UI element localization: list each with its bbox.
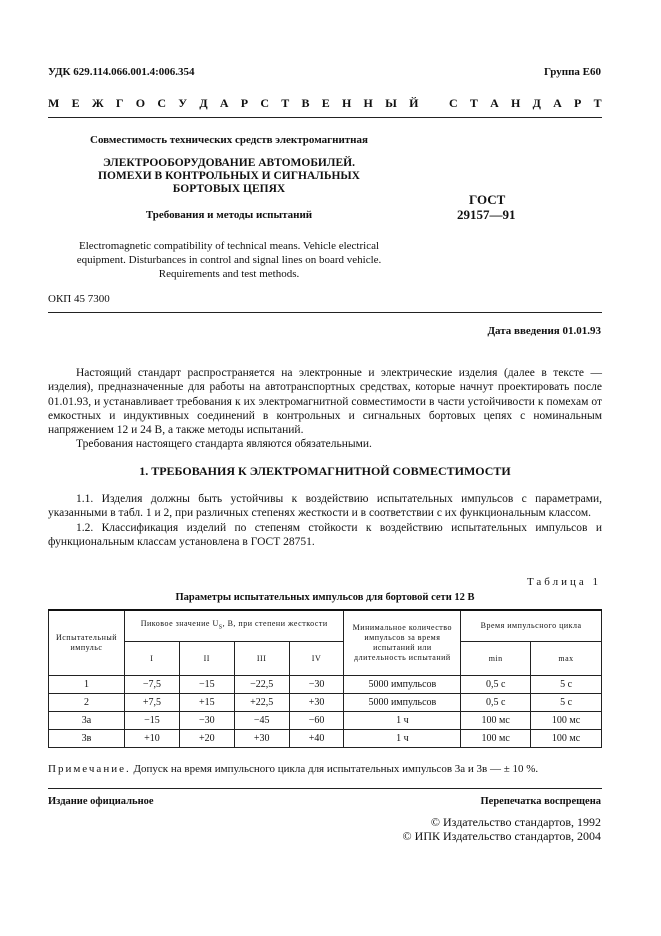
banner-letter: В [301, 96, 310, 110]
table-cell: 5 с [531, 694, 602, 712]
header-cycle-min: min [461, 642, 531, 676]
gost-designation [457, 192, 516, 222]
header-peak-sub: S [218, 624, 223, 631]
banner-rule [48, 117, 602, 118]
intro-paragraph: Настоящий стандарт распространяется на электронные и электрические изделия (далее в тексте — изделия), предназначенные для работы на автотранспортных средствах, которые начнут проектировать после 01.01.93, и устанавливает требования к их электромагнитной совместимости в части устойчивости к помехам от емкостных и индуктивных соединений в контрольных и сигнальных бортовых цепях с номинальным напряжением 12 и 24 В, а также методы испытаний. [48, 367, 602, 437]
table-caption: Параметры испытательных импульсов для бортовой сети 12 В [175, 592, 475, 603]
english-title [64, 239, 394, 281]
banner-letter [431, 96, 437, 111]
header-level: II [179, 642, 234, 676]
table-row [49, 676, 602, 694]
table-cell: 5000 импульсов [344, 694, 461, 712]
header-level: I [124, 642, 179, 676]
banner-letter: Т [469, 96, 478, 110]
standard-banner [48, 96, 602, 111]
header-peak [124, 610, 344, 642]
english-line: equipment. Disturbances in control and signal lines on board vehicle. [76, 254, 382, 266]
copyright-block [403, 815, 601, 843]
header-level: IV [289, 642, 344, 676]
reprint-notice: Перепечатка воспрещена [480, 796, 601, 807]
banner-letter: Т [281, 96, 290, 110]
table-cell: +20 [179, 730, 234, 748]
table-cell: 100 мс [461, 712, 531, 730]
section-body [48, 492, 602, 549]
table-cell: −60 [289, 712, 344, 730]
table-cell: +15 [179, 694, 234, 712]
title-line: БОРТОВЫХ ЦЕПЯХ [172, 183, 286, 195]
okp-rule [48, 312, 602, 313]
banner-letter: М [48, 96, 60, 110]
table-cell: +10 [124, 730, 179, 748]
banner-letter: О [135, 96, 146, 110]
table-row [49, 730, 602, 748]
footer-rule [48, 788, 602, 789]
banner-letter: С [260, 96, 269, 110]
table-cell: −30 [289, 676, 344, 694]
english-line: Electromagnetic compatibility of technical means. Vehicle electrical [78, 240, 380, 252]
banner-letter: Д [199, 96, 208, 110]
banner-letter: С [157, 96, 167, 110]
table-cell: 1 ч [344, 712, 461, 730]
header-level: III [234, 642, 289, 676]
banner-letter: Р [574, 96, 582, 110]
table-cell: +7,5 [124, 694, 179, 712]
banner-letter: Н [341, 96, 352, 110]
clause-paragraph: 1.2. Классификация изделий по степеням стойкости к воздействию испытательных импульсов и функциональным классам установлена в ГОСТ 28751. [48, 521, 602, 548]
table-cell: −30 [179, 712, 234, 730]
header-cycle: Время импульсного цикла [461, 610, 602, 642]
okp-code: ОКП 45 7300 [48, 293, 110, 305]
banner-letter: Т [593, 96, 602, 110]
clause-paragraph: 1.1. Изделия должны быть устойчивы к воздействию испытательных импульсов с параметрами, указанными в табл. 1 и 2, при различных степенях жесткости и в соответствии с их функциональным классом. [48, 493, 602, 520]
banner-letter: Д [532, 96, 541, 110]
banner-letter: Г [115, 96, 124, 110]
banner-letter: А [490, 96, 499, 110]
table-cell: −22,5 [234, 676, 289, 694]
udk-code: УДК 629.114.066.001.4:006.354 [48, 66, 195, 78]
table-cell: +40 [289, 730, 344, 748]
banner-letter: С [448, 96, 458, 110]
table-cell: +22,5 [234, 694, 289, 712]
banner-letter: Ж [91, 96, 104, 110]
english-line: Requirements and test methods. [158, 268, 300, 280]
table-cell: 100 мс [531, 712, 602, 730]
table-cell: 0,5 с [461, 676, 531, 694]
table-cell: −15 [179, 676, 234, 694]
table-cell: 1 [49, 676, 125, 694]
table-cell: −45 [234, 712, 289, 730]
header-peak-b: , В, при степени жесткости [222, 619, 328, 629]
table-cell: 3в [49, 730, 125, 748]
gost-number: 29157—91 [457, 207, 516, 222]
title-line: ЭЛЕКТРООБОРУДОВАНИЕ АВТОМОБИЛЕЙ. [103, 157, 355, 169]
table-cell: 5 с [531, 676, 602, 694]
intro-paragraph: Требования настоящего стандарта являются обязательными. [76, 438, 372, 451]
table-cell: +30 [289, 694, 344, 712]
table-cell: −15 [124, 712, 179, 730]
banner-letter: А [219, 96, 229, 110]
gost-label: ГОСТ [469, 192, 506, 207]
table-cell: 0,5 с [461, 694, 531, 712]
table-cell: 2 [49, 694, 125, 712]
table-cell: 100 мс [531, 730, 602, 748]
requirements-subtitle: Требования и методы испытаний [145, 209, 313, 221]
table-note [48, 763, 602, 775]
table-cell: 5000 импульсов [344, 676, 461, 694]
note-label: Примечание. [48, 763, 131, 775]
note-text: Допуск на время импульсного цикла для испытательных импульсов 3а и 3в — ± 10 %. [133, 763, 539, 775]
table-number: Таблица 1 [526, 576, 601, 588]
copyright-line: © ИПК Издательство стандартов, 2004 [402, 829, 601, 843]
copyright-line: © Издательство стандартов, 1992 [430, 815, 601, 829]
table-cell: 1 ч [344, 730, 461, 748]
header-peak-a: Пиковое значение U [140, 619, 219, 629]
banner-letter: Й [409, 96, 419, 110]
banner-letter: А [553, 96, 562, 110]
table-cell: 100 мс [461, 730, 531, 748]
table-cell: +30 [234, 730, 289, 748]
pulse-parameters-table [48, 609, 602, 748]
banner-letter: Р [240, 96, 249, 110]
table-cell: −7,5 [124, 676, 179, 694]
group-code: Группа Е60 [543, 66, 601, 78]
table-cell: 3а [49, 712, 125, 730]
banner-letter: Е [321, 96, 330, 110]
header-cycle-max: max [531, 642, 602, 676]
banner-letter: Ы [385, 96, 397, 110]
header-pulse: Испытательный импульс [49, 610, 125, 676]
header-min-count: Минимальное количество импульсов за время испытаний или длительность испытаний [344, 610, 461, 676]
table-row [49, 694, 602, 712]
compat-heading: Совместимость технических средств электромагнитная [90, 134, 368, 146]
banner-letter: Н [363, 96, 373, 110]
title-line: ПОМЕХИ В КОНТРОЛЬНЫХ И СИГНАЛЬНЫХ [98, 170, 360, 182]
banner-letter: Е [71, 96, 80, 110]
intro-text [48, 366, 602, 452]
doc-title [64, 157, 394, 196]
effective-date: Дата введения 01.01.93 [487, 325, 601, 337]
banner-letter: Н [511, 96, 521, 110]
section-title: 1. ТРЕБОВАНИЯ К ЭЛЕКТРОМАГНИТНОЙ СОВМЕСТИМОСТИ [139, 464, 511, 478]
table-row [49, 712, 602, 730]
banner-letter: У [178, 96, 188, 110]
official-edition: Издание официальное [48, 796, 154, 807]
